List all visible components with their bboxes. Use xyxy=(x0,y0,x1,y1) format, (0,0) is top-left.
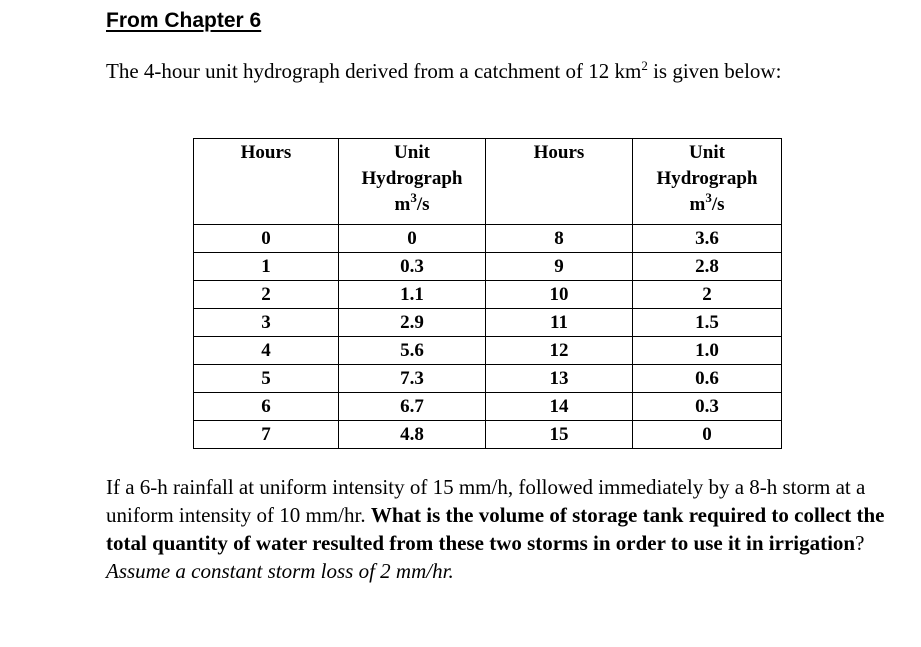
cell-uh: 0 xyxy=(633,421,782,449)
cell-hours: 12 xyxy=(486,337,633,365)
cell-hours: 6 xyxy=(194,393,339,421)
unit-tail: /s xyxy=(711,194,725,215)
header-hours-2: Hours xyxy=(486,139,633,225)
cell-hours: 3 xyxy=(194,309,339,337)
table-header-row xyxy=(194,139,782,225)
unit-sup: 3 xyxy=(705,190,712,205)
cell-uh: 0 xyxy=(339,225,486,253)
cell-hours: 9 xyxy=(486,253,633,281)
question-bold-text: What is the volume of storage tank required to collect the total quantity of water resulted from these two storms in order to use it in irrigation xyxy=(106,503,885,555)
cell-uh: 7.3 xyxy=(339,365,486,393)
unit-tail: /s xyxy=(416,194,430,215)
cell-uh: 5.6 xyxy=(339,337,486,365)
page-title: From Chapter 6 xyxy=(106,9,262,32)
header-uh-unit xyxy=(633,192,781,218)
cell-hours: 5 xyxy=(194,365,339,393)
intro-paragraph xyxy=(106,56,826,86)
header-uh-line2: Hydrograph xyxy=(361,168,463,189)
cell-hours: 0 xyxy=(194,225,339,253)
cell-hours: 11 xyxy=(486,309,633,337)
unit-hydrograph-table xyxy=(193,138,782,449)
cell-hours: 2 xyxy=(194,281,339,309)
cell-uh: 2.8 xyxy=(633,253,782,281)
cell-hours: 14 xyxy=(486,393,633,421)
cell-uh: 6.7 xyxy=(339,393,486,421)
unit-base: m xyxy=(689,194,706,215)
cell-hours: 10 xyxy=(486,281,633,309)
cell-uh: 4.8 xyxy=(339,421,486,449)
table-row xyxy=(194,421,782,449)
cell-uh: 2.9 xyxy=(339,309,486,337)
question-italic-text: Assume a constant storm loss of 2 mm/hr. xyxy=(106,559,454,583)
intro-text: The 4-hour unit hydrograph derived from a catchment of 12 km xyxy=(106,59,642,83)
cell-hours: 13 xyxy=(486,365,633,393)
cell-hours: 8 xyxy=(486,225,633,253)
cell-uh: 0.3 xyxy=(633,393,782,421)
header-hours-1: Hours xyxy=(194,139,339,225)
cell-uh: 0.3 xyxy=(339,253,486,281)
header-unit-hydrograph-1 xyxy=(339,139,486,225)
table-row xyxy=(194,337,782,365)
cell-hours: 15 xyxy=(486,421,633,449)
header-uh-unit xyxy=(339,192,485,218)
table-row xyxy=(194,253,782,281)
table-row xyxy=(194,225,782,253)
cell-uh: 1.0 xyxy=(633,337,782,365)
table-row xyxy=(194,365,782,393)
question-text: If a 6-h rainfall at uniform intensity of 15 mm/h, followed immediately by a 8-h storm at a uniform intensity of 10 mm/hr. xyxy=(106,475,866,527)
header-uh-line1: Unit xyxy=(394,142,430,163)
cell-hours: 7 xyxy=(194,421,339,449)
cell-hours: 4 xyxy=(194,337,339,365)
unit-sup: 3 xyxy=(410,190,417,205)
table-row xyxy=(194,393,782,421)
table-row xyxy=(194,281,782,309)
cell-hours: 1 xyxy=(194,253,339,281)
question-paragraph xyxy=(106,473,886,585)
cell-uh: 1.5 xyxy=(633,309,782,337)
intro-text-end: is given below: xyxy=(647,59,782,83)
unit-base: m xyxy=(394,194,411,215)
cell-uh: 3.6 xyxy=(633,225,782,253)
cell-uh: 2 xyxy=(633,281,782,309)
cell-uh: 1.1 xyxy=(339,281,486,309)
intro-superscript: 2 xyxy=(641,58,648,73)
question-mark: ? xyxy=(855,531,865,555)
cell-uh: 0.6 xyxy=(633,365,782,393)
header-unit-hydrograph-2 xyxy=(633,139,782,225)
table-row xyxy=(194,309,782,337)
header-uh-line2: Hydrograph xyxy=(656,168,758,189)
header-uh-line1: Unit xyxy=(689,142,725,163)
